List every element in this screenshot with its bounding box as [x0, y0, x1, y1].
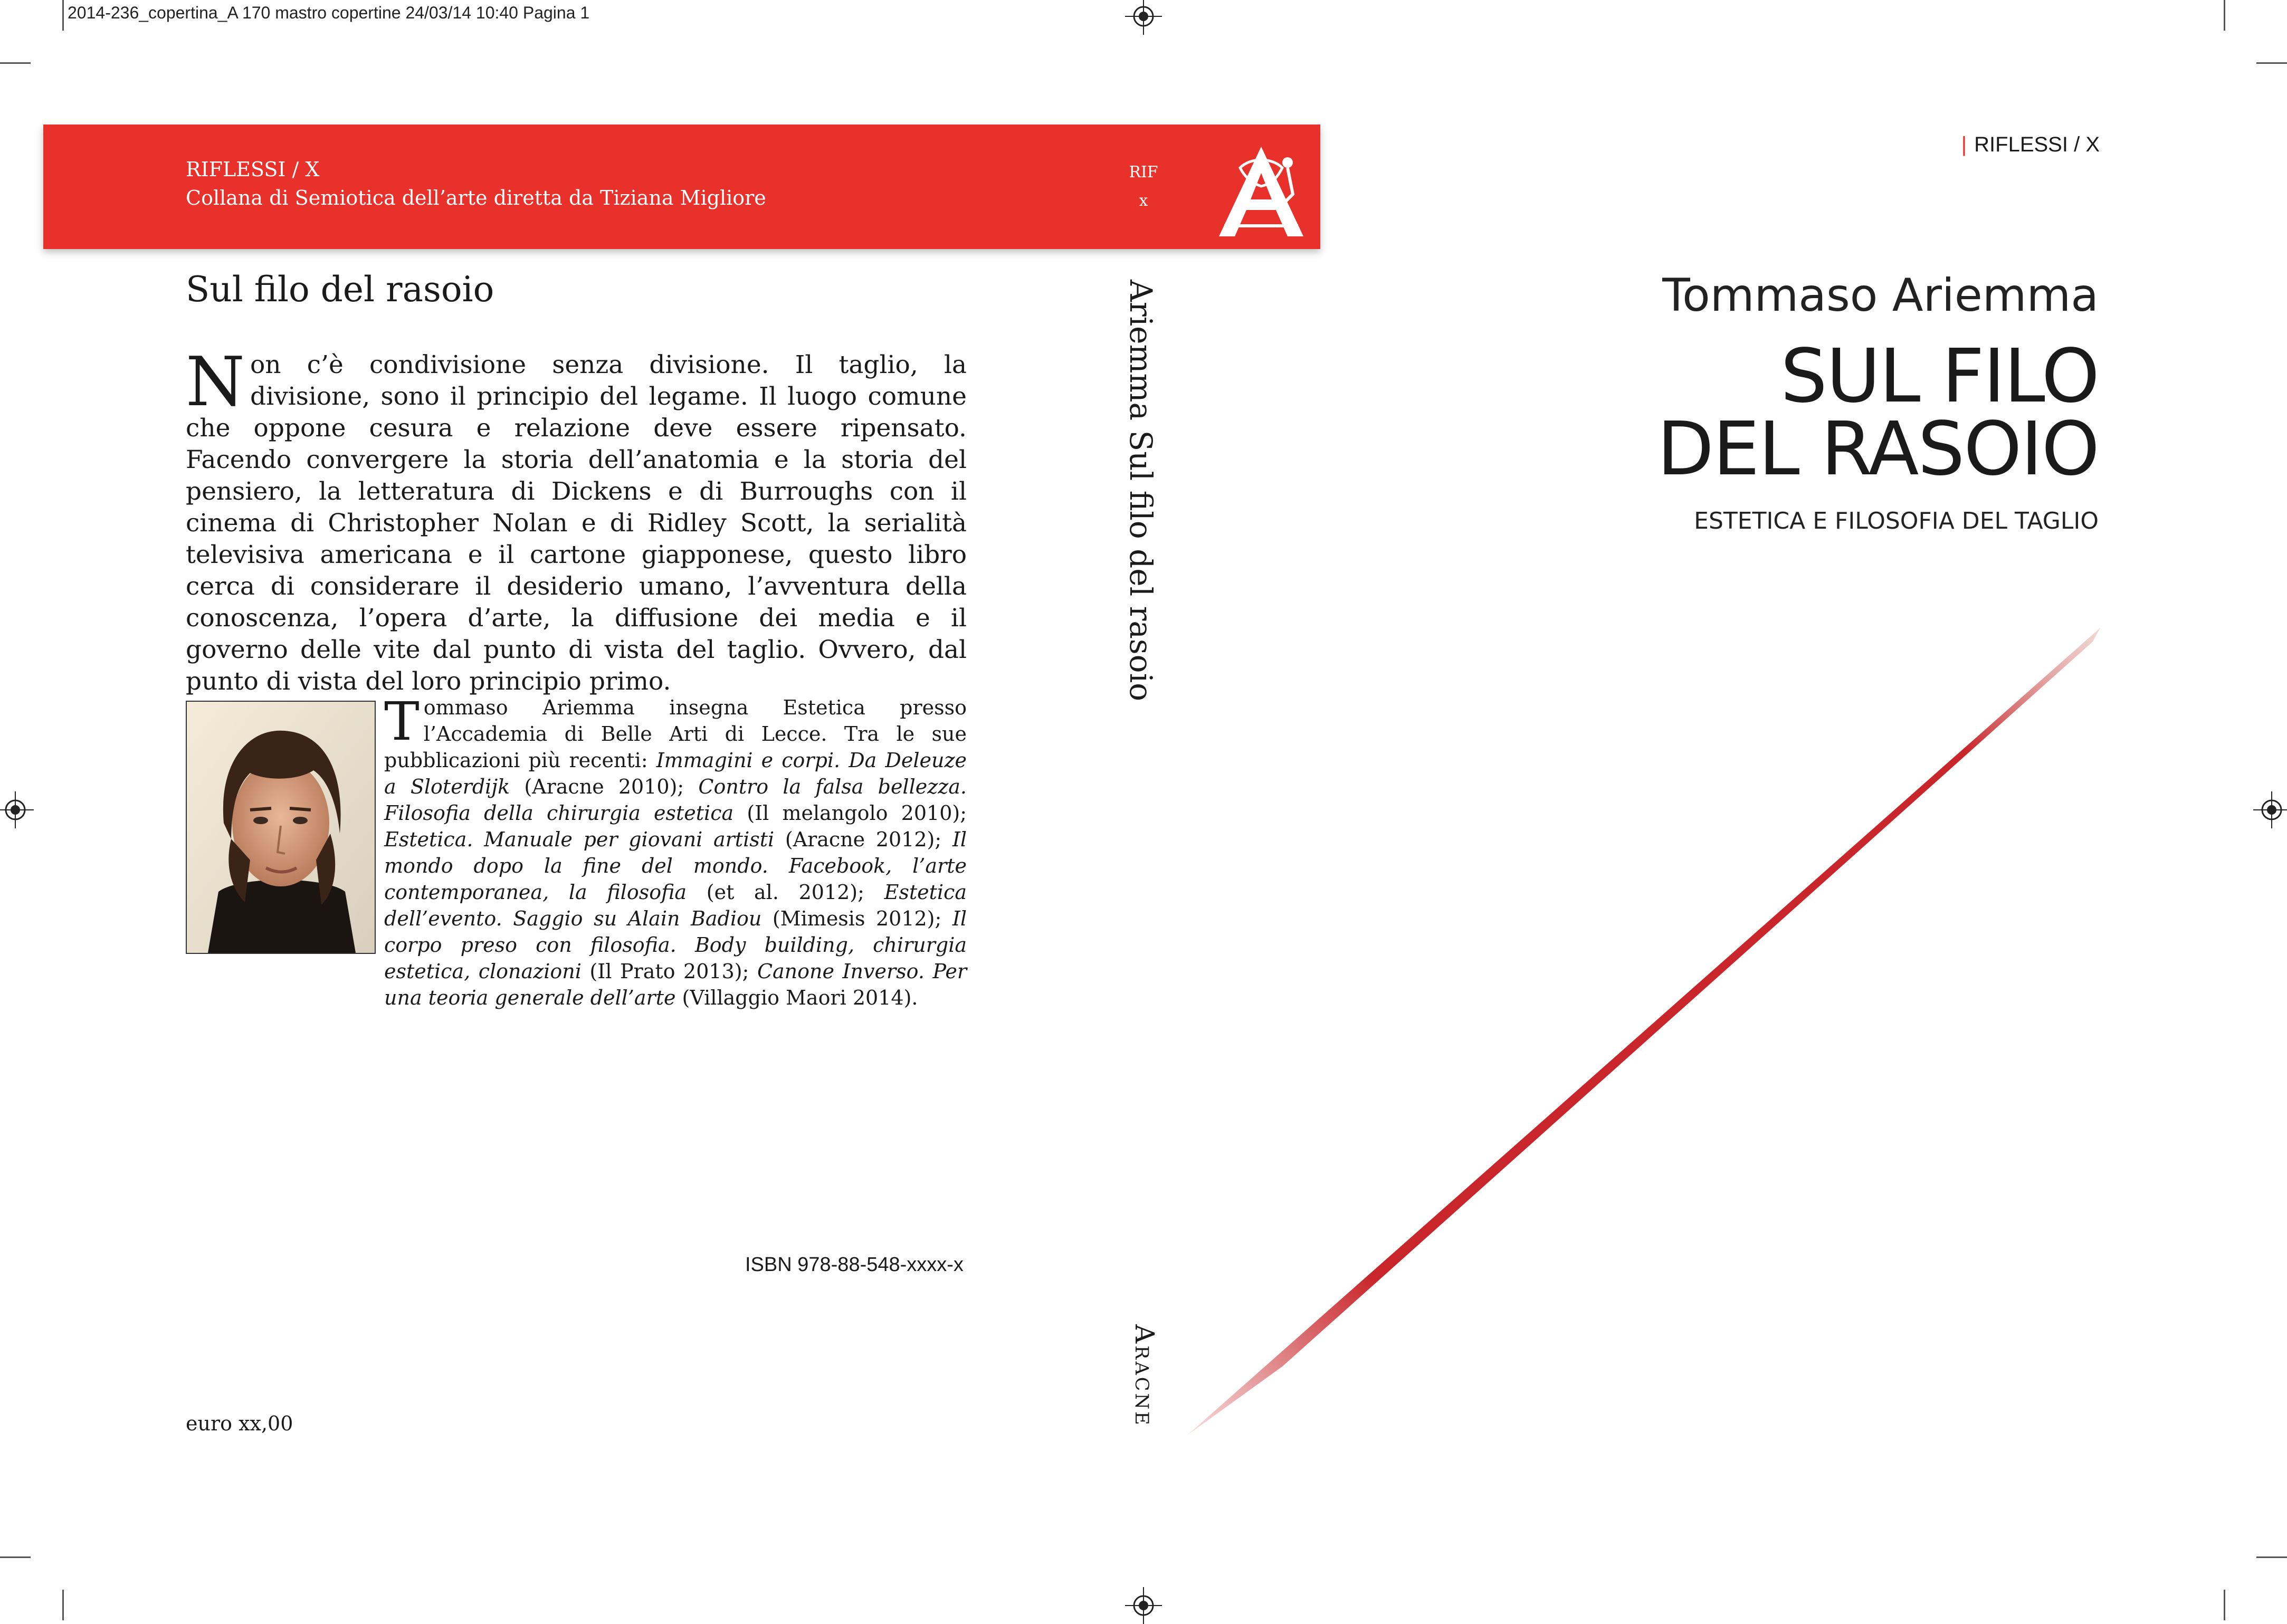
spine-publisher-text: Aracne: [1129, 1324, 1160, 1427]
registration-mark-icon: [0, 791, 34, 828]
author-bio: [384, 691, 967, 1011]
spine-series-abbr: RIF: [1129, 163, 1158, 181]
spine-title-text: Ariemma Sul filo del rasoio: [1123, 280, 1159, 702]
blurb-text: on c’è condivisione senza divisione. Il taglio, la divisione, sono il principio del legame. Il luogo comune che oppone cesura e relazione deve essere ripensato. Facendo convergere la storia dell’anatomia e la storia del pensiero, la letteratura di Dickens e di Burroughs con il cinema di Christopher Nolan e di Ridley Scott, la serialità televisiva americana e il cartone giapponese, questo libro cerca di considerare il desiderio umano, l’avventura della conoscenza, l’opera d’arte, la diffusione dei media e il governo delle vite dal punto di vista del taglio. Ovvero, dal punto di vista del loro principio primo.: [186, 350, 967, 696]
crop-mark: [62, 1590, 64, 1620]
price: euro xx,00: [186, 1412, 293, 1435]
crop-mark: [2224, 1590, 2225, 1620]
bio-text: ommaso Ariemma insegna Estetica presso l’Accademia di Belle Arti di Lecce. Tra le sue pubblicazioni più recenti:: [384, 696, 967, 772]
bio-work: Estetica. Manuale per giovani artisti: [384, 828, 775, 851]
bio-text: (Mimesis 2012);: [761, 907, 952, 930]
bio-work: Contro la falsa bellezza. Filosofia della chirurgia estetica: [384, 775, 967, 825]
main-title-line-2: DEL RASOIO: [1657, 406, 2099, 492]
front-series: [1961, 133, 2100, 157]
isbn: ISBN 978-88-548-xxxx-x: [745, 1254, 964, 1276]
main-title: [1657, 333, 2099, 492]
bio-text: (Aracne 2012);: [774, 828, 952, 851]
back-cover-title: Sul filo del rasoio: [186, 269, 494, 310]
back-cover-blurb: [186, 343, 967, 698]
crop-mark: [2224, 0, 2225, 31]
bio-text: (Villaggio Maori 2014).: [675, 986, 918, 1009]
bio-work: Estetica dell’evento. Saggio su Alain Badiou: [384, 881, 967, 930]
crop-mark: [0, 62, 31, 64]
crop-mark: [0, 1556, 31, 1558]
blurb-drop-cap: N: [186, 343, 245, 422]
series-band-text: [186, 155, 766, 212]
spine-title: [1113, 280, 1177, 702]
bio-drop-cap: T: [384, 691, 420, 752]
razor-slash-graphic: [1187, 628, 2100, 1435]
spine-series-label: [1114, 158, 1173, 215]
series-line: RIFLESSI / X: [186, 158, 320, 181]
registration-mark-icon: [1125, 0, 1162, 35]
spine-series-number: x: [1139, 192, 1148, 210]
author-name: Tommaso Ariemma: [1662, 269, 2099, 322]
bio-text: (Aracne 2010);: [510, 775, 699, 798]
front-series-text: RIFLESSI / X: [1974, 133, 2100, 156]
author-photo: [186, 701, 376, 954]
bio-text: (et al. 2012);: [687, 881, 884, 904]
subtitle: ESTETICA E FILOSOFIA DEL TAGLIO: [1694, 508, 2099, 534]
bio-work: Il corpo preso con filosofia. Body building, chirurgia estetica, clonazioni: [384, 907, 967, 983]
series-bar: |: [1961, 133, 1967, 156]
bio-text: (Il Prato 2013);: [581, 960, 757, 983]
bio-work: Immagini e corpi. Da Deleuze a Sloterdijk: [384, 749, 967, 798]
main-title-line-1: SUL FILO: [1780, 333, 2099, 419]
bio-work: Canone Inverso. Per una teoria generale dell’arte: [384, 960, 967, 1009]
registration-mark-icon: [2253, 791, 2287, 828]
bio-text: (Il melangolo 2010);: [733, 801, 967, 825]
crop-mark: [62, 0, 64, 31]
spine-publisher: [1113, 1324, 1177, 1493]
series-description: Collana di Semiotica dell’arte diretta da Tiziana Migliore: [186, 186, 766, 209]
crop-mark: [2256, 62, 2287, 64]
crop-mark: [2256, 1556, 2287, 1558]
registration-mark-icon: [1125, 1587, 1162, 1624]
printer-slug: 2014-236_copertina_A 170 mastro copertine 24/03/14 10:40 Pagina 1: [68, 3, 590, 22]
publisher-logo-icon: [1208, 136, 1314, 242]
bio-work: Il mondo dopo la fine del mondo. Facebook, l’arte contemporanea, la filosofia: [384, 828, 967, 904]
